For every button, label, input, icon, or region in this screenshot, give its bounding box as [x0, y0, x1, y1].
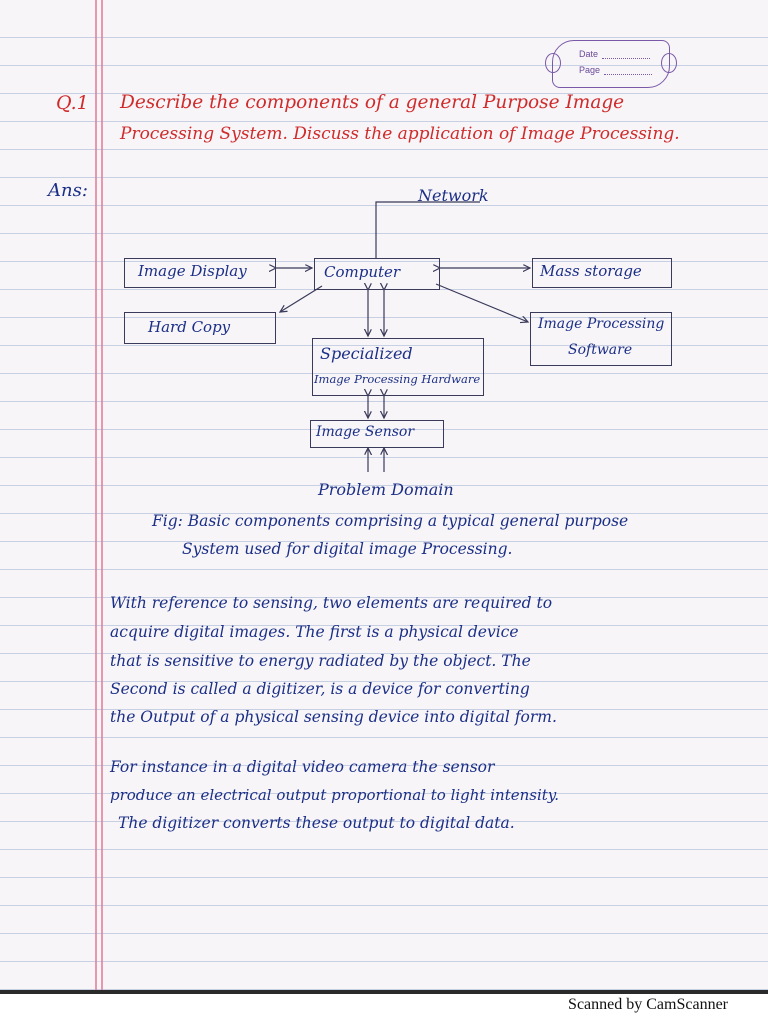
ip-software-label-1: Image Processing: [538, 316, 665, 332]
computer-label: Computer: [324, 263, 401, 281]
specialized-label-2: Image Processing Hardware: [314, 372, 481, 386]
paragraph-1-line-4: Second is called a digitizer, is a device for converting: [110, 680, 530, 698]
hard-copy-label: Hard Copy: [148, 318, 231, 336]
ip-software-label-2: Software: [568, 342, 633, 358]
network-link: [376, 202, 480, 258]
scanner-footer: [0, 994, 768, 1024]
figure-caption-line-2: System used for digital image Processing.: [182, 540, 513, 558]
paragraph-1-line-3: that is sensitive to energy radiated by the object. The: [110, 652, 531, 670]
paragraph-1-line-5: the Output of a physical sensing device into digital form.: [110, 708, 557, 726]
question-line-2: Processing System. Discuss the application of Image Processing.: [120, 124, 680, 144]
image-sensor-label: Image Sensor: [316, 424, 415, 440]
mass-storage-label: Mass storage: [540, 262, 642, 280]
date-label: Date: [579, 49, 599, 59]
figure-caption-line-1: Fig: Basic components comprising a typical general purpose: [152, 512, 629, 530]
answer-label: Ans:: [48, 180, 88, 201]
network-label: Network: [418, 186, 489, 205]
question-number: Q.1: [56, 92, 89, 114]
paragraph-1-line-1: With reference to sensing, two elements are required to: [110, 594, 553, 612]
paragraph-1-line-2: acquire digital images. The first is a physical device: [110, 623, 519, 641]
software-link: [436, 284, 528, 322]
specialized-label-1: Specialized: [320, 344, 413, 363]
page-label: Page: [579, 65, 601, 75]
paragraph-2-line-2: produce an electrical output proportional to light intensity.: [110, 786, 560, 804]
question-line-1: Describe the components of a general Purpose Image: [120, 92, 625, 113]
problem-domain-label: Problem Domain: [318, 480, 454, 499]
paragraph-2-line-1: For instance in a digital video camera the sensor: [110, 758, 495, 776]
paragraph-2-line-3: The digitizer converts these output to digital data.: [118, 814, 515, 832]
scanner-watermark: Scanned by CamScanner: [568, 996, 728, 1013]
image-display-label: Image Display: [138, 262, 247, 280]
